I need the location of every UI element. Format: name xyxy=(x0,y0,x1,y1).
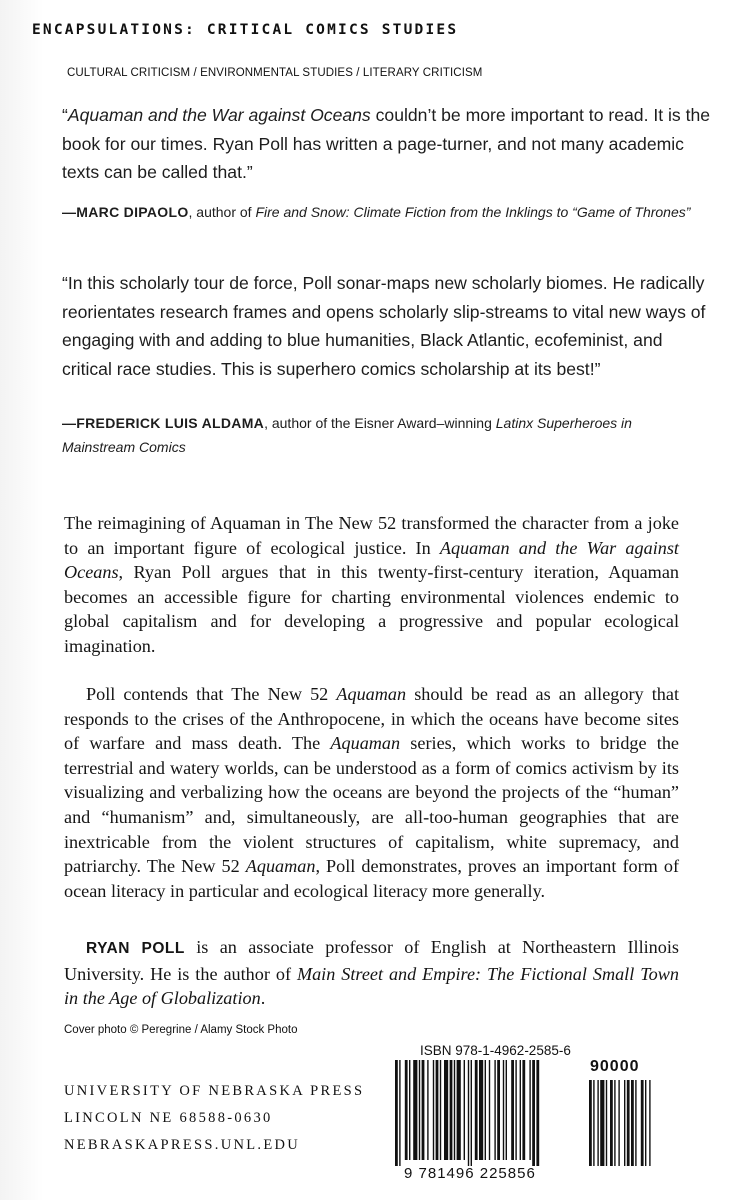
barcode-bar xyxy=(471,1060,472,1166)
barcode-bar xyxy=(444,1060,448,1160)
blurb-quote-2: “In this scholarly tour de force, Poll sonar-maps new scholarly biomes. He radically reorientates research frames and opens scholarly slip-streams to vital new ways of engaging with and adding to blue humanities, Black Atlantic, ecofeminist, and critical race studies. This is superhero comics scholarship at its best!” xyxy=(62,273,706,379)
reviewer-name: —FREDERICK LUIS ALDAMA xyxy=(62,415,265,431)
para-text: The reimagining of Aquaman in The New 52 transformed the character from a joke to an important figure of ecological justice. In xyxy=(64,513,679,558)
addon-barcode-bar xyxy=(618,1080,619,1166)
para-text: Poll contends that The New 52 xyxy=(86,684,337,704)
bio-text: . xyxy=(260,988,266,1009)
barcode-bar xyxy=(506,1060,507,1160)
subject-categories: CULTURAL CRITICISM / ENVIRONMENTAL STUDIES / LITERARY CRITICISM xyxy=(67,67,483,79)
reviewer-work-title: Latinx Superheroes in Mainstream Comics xyxy=(62,415,632,455)
book-title: Aquaman and the War against Oceans xyxy=(64,537,679,583)
blurb-quote-1 xyxy=(62,101,712,187)
addon-barcode-bar xyxy=(641,1080,644,1166)
barcode-bar xyxy=(497,1060,500,1160)
barcode-bar xyxy=(399,1060,400,1166)
author-name: RYAN POLL xyxy=(86,940,185,957)
barcode-bar xyxy=(515,1060,516,1160)
description-paragraph-2 xyxy=(64,682,679,903)
barcode-bar xyxy=(405,1060,408,1160)
barcode-bar xyxy=(450,1060,453,1160)
description-paragraph-1 xyxy=(64,511,679,659)
addon-barcode-bar xyxy=(614,1080,615,1166)
addon-barcode-bar xyxy=(627,1080,630,1166)
addon-barcode-bar xyxy=(589,1080,592,1166)
barcode-bar xyxy=(440,1060,441,1160)
barcode-bar xyxy=(479,1060,483,1160)
addon-barcode-bar xyxy=(635,1080,636,1166)
barcode-bar xyxy=(475,1060,478,1160)
barcode-bar xyxy=(409,1060,410,1160)
photo-credit: Cover photo © Peregrine / Alamy Stock Photo xyxy=(64,1024,298,1036)
publisher-block xyxy=(64,1078,364,1159)
barcode-bar xyxy=(454,1060,455,1160)
barcode-bar xyxy=(536,1060,539,1166)
blurb-attribution-2 xyxy=(62,411,702,459)
series-name: Aquaman xyxy=(336,684,407,704)
reviewer-work-title: Fire and Snow: Climate Fiction from the Inklings to “Game of Thrones” xyxy=(255,204,691,220)
addon-barcode-bar xyxy=(597,1080,598,1166)
bio-text: is an associate professor of English at Northeastern Illinois University. He is the author of xyxy=(64,937,680,984)
addon-barcode-bar xyxy=(606,1080,607,1166)
isbn-barcode xyxy=(393,1060,663,1172)
author-of-text: , author of the Eisner Award–winning xyxy=(264,415,496,431)
prior-book-title: Main Street and Empire: The Fictional Small Town in the Age of Globalization xyxy=(64,963,679,1009)
barcode-bar xyxy=(532,1060,535,1166)
para-text: series, which works to bridge the terrestrial and watery worlds, can be understood as a form of comics activism by its visualizing and verbalizing how the oceans are beyond the projects of the “human” and “humanism” and, simultaneously, are all-too-human geographies that are inextricable from the violent structures of capitalism, white supremacy, and patriarchy. The New 52 xyxy=(64,733,679,877)
barcode-bar xyxy=(457,1060,461,1160)
blurb-attribution-1 xyxy=(62,200,702,224)
publisher-name: UNIVERSITY OF NEBRASKA PRESS xyxy=(64,1083,365,1099)
barcode-bar xyxy=(436,1060,439,1160)
para-text: should be read as an allegory that responds to the crises of the Anthropocene, in which the oceans have become sites of warfare and mass death. The xyxy=(64,684,679,754)
barcode-bar xyxy=(485,1060,486,1160)
reviewer-name: —MARC DIPAOLO xyxy=(62,204,189,220)
barcode-bar xyxy=(468,1060,469,1166)
series-name: Aquaman xyxy=(245,856,316,877)
barcode-bar xyxy=(422,1060,425,1160)
author-of-text: , author of xyxy=(188,204,256,220)
price-code: 90000 xyxy=(590,1058,640,1075)
addon-barcode-bar xyxy=(624,1080,625,1166)
series-title: ENCAPSULATIONS: CRITICAL COMICS STUDIES xyxy=(32,22,459,38)
barcode-number: 9 781496 225856 xyxy=(404,1165,536,1182)
author-bio xyxy=(64,935,679,1011)
series-name: Aquaman xyxy=(330,733,401,754)
barcode-bar xyxy=(413,1060,417,1160)
barcode-bar xyxy=(464,1060,465,1160)
addon-barcode-bar xyxy=(610,1080,613,1166)
barcode-bar xyxy=(503,1060,504,1160)
para-text: , Ryan Poll argues that in this twenty-first-century iteration, Aquaman becomes an accessible figure for charting environmental violences endemic to global capitalism and for developing a progressive and popular ecological imagination. xyxy=(64,562,679,656)
barcode-bar xyxy=(511,1060,514,1160)
barcode-bar xyxy=(395,1060,398,1166)
publisher-address: LINCOLN NE 68588-0630 xyxy=(64,1110,273,1126)
addon-barcode-bar xyxy=(645,1080,646,1166)
publisher-website: NEBRASKAPRESS.UNL.EDU xyxy=(64,1137,301,1153)
addon-barcode-bar xyxy=(631,1080,634,1166)
quote-text: couldn’t be more important to read. It is the book for our times. Ryan Poll has written a page-turner, and not many academic texts can be called that.” xyxy=(62,105,711,182)
barcode-bar xyxy=(419,1060,420,1160)
para-text: , Poll demonstrates, proves an important form of ocean literacy in particular and ecological literacy more generally. xyxy=(64,856,679,901)
barcode-bar xyxy=(427,1060,428,1160)
barcode-bar xyxy=(529,1060,530,1160)
addon-barcode-bar xyxy=(593,1080,594,1166)
quote-book-title: Aquaman and the War against Oceans xyxy=(67,105,371,125)
barcode-bar xyxy=(520,1060,521,1160)
addon-barcode-bar xyxy=(600,1080,604,1166)
barcode-bar xyxy=(489,1060,490,1160)
barcode-bar xyxy=(494,1060,495,1160)
open-quote: “ xyxy=(62,105,68,125)
addon-barcode-bar xyxy=(649,1080,650,1166)
barcode-bars xyxy=(393,1060,663,1172)
isbn-label: ISBN 978-1-4962-2585-6 xyxy=(420,1043,571,1058)
barcode-bar xyxy=(433,1060,434,1160)
barcode-bar xyxy=(522,1060,525,1160)
